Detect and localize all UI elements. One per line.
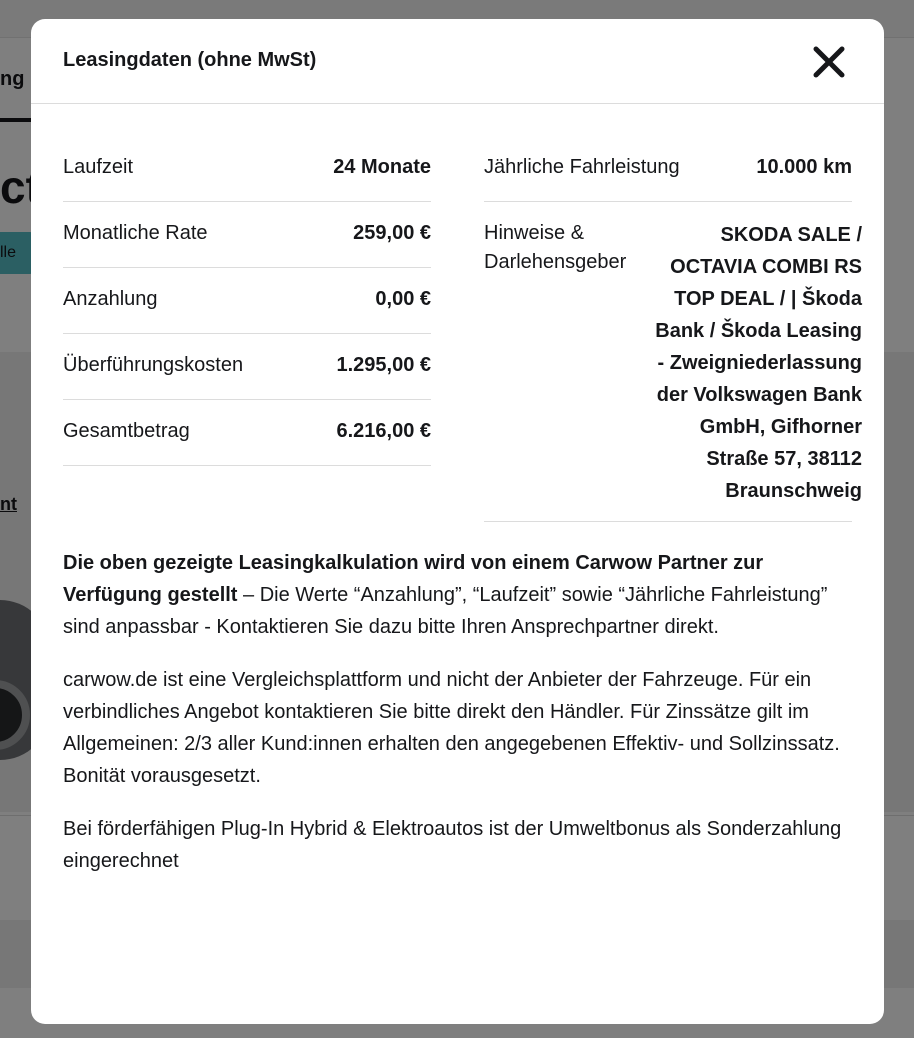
detail-label: Jährliche Fahrleistung bbox=[484, 156, 680, 178]
detail-value: 6.216,00 € bbox=[336, 420, 431, 442]
disclaimer-paragraph-1 bbox=[63, 547, 852, 643]
disclaimer bbox=[63, 547, 852, 877]
detail-label: Monatliche Rate bbox=[63, 222, 208, 244]
disclaimer-paragraph-3: Bei förderfähigen Plug-In Hybrid & Elektroautos ist der Umweltbonus als Sonderzahlung eingerechnet bbox=[63, 818, 842, 872]
detail-label: Überführungskosten bbox=[63, 354, 244, 376]
leasing-details bbox=[63, 136, 862, 522]
detail-label: Laufzeit bbox=[63, 156, 134, 178]
detail-row-ueberfuehrungskosten bbox=[63, 334, 431, 400]
detail-row-anzahlung bbox=[63, 268, 431, 334]
disclaimer-text: – Die Werte “Anzahlung”, “Laufzeit” sowie “Jährliche Fahrleistung” sind anpassbar - Kontaktieren Sie dazu bitte Ihren Ansprechpartner direkt. bbox=[63, 584, 828, 638]
detail-value: 24 Monate bbox=[333, 156, 431, 178]
detail-row-gesamtbetrag bbox=[63, 400, 431, 466]
disclaimer-paragraph-2: carwow.de ist eine Vergleichsplattform und nicht der Anbieter der Fahrzeuge. Für ein verbindliches Angebot kontaktieren Sie bitte direkt den Händler. Für Zinssätze gilt im Allgemeinen: 2/3 aller Kund:innen erhalten den angegebenen Effektiv- und Sollzinssatz. Bonität vorausgesetzt. bbox=[63, 669, 840, 787]
detail-value: 0,00 € bbox=[375, 288, 431, 310]
leasing-details-left bbox=[63, 136, 431, 522]
detail-label: Hinweise & Darlehensgeber bbox=[484, 222, 627, 273]
detail-label: Anzahlung bbox=[63, 288, 158, 310]
disclaimer-bold: Die oben gezeigte Leasingkalkulation wird von einem Carwow Partner zur Verfügung gestellt bbox=[63, 552, 764, 606]
detail-row-laufzeit bbox=[63, 136, 431, 202]
detail-value: 259,00 € bbox=[353, 222, 431, 244]
detail-value: 10.000 km bbox=[756, 156, 852, 178]
detail-label: Gesamtbetrag bbox=[63, 420, 190, 442]
leasing-details-right bbox=[484, 136, 862, 522]
detail-value: SKODA SALE / OCTAVIA COMBI RS TOP DEAL / | Škoda Bank / Škoda Leasing - Zweigniederlassung der Volkswagen Bank GmbH, Gifhorner Straße 57, 38112 Braunschweig bbox=[655, 224, 862, 502]
detail-row-hinweise bbox=[484, 202, 862, 522]
modal-header bbox=[31, 19, 884, 104]
detail-value: 1.295,00 € bbox=[336, 354, 431, 376]
modal-body bbox=[31, 136, 884, 877]
leasing-modal bbox=[31, 19, 884, 1024]
detail-row-monatliche-rate bbox=[63, 202, 431, 268]
detail-row-jaehrliche-fahrleistung bbox=[484, 136, 852, 202]
close-icon bbox=[812, 45, 846, 79]
close-button[interactable] bbox=[807, 40, 851, 84]
modal-title: Leasingdaten (ohne MwSt) bbox=[63, 49, 317, 71]
